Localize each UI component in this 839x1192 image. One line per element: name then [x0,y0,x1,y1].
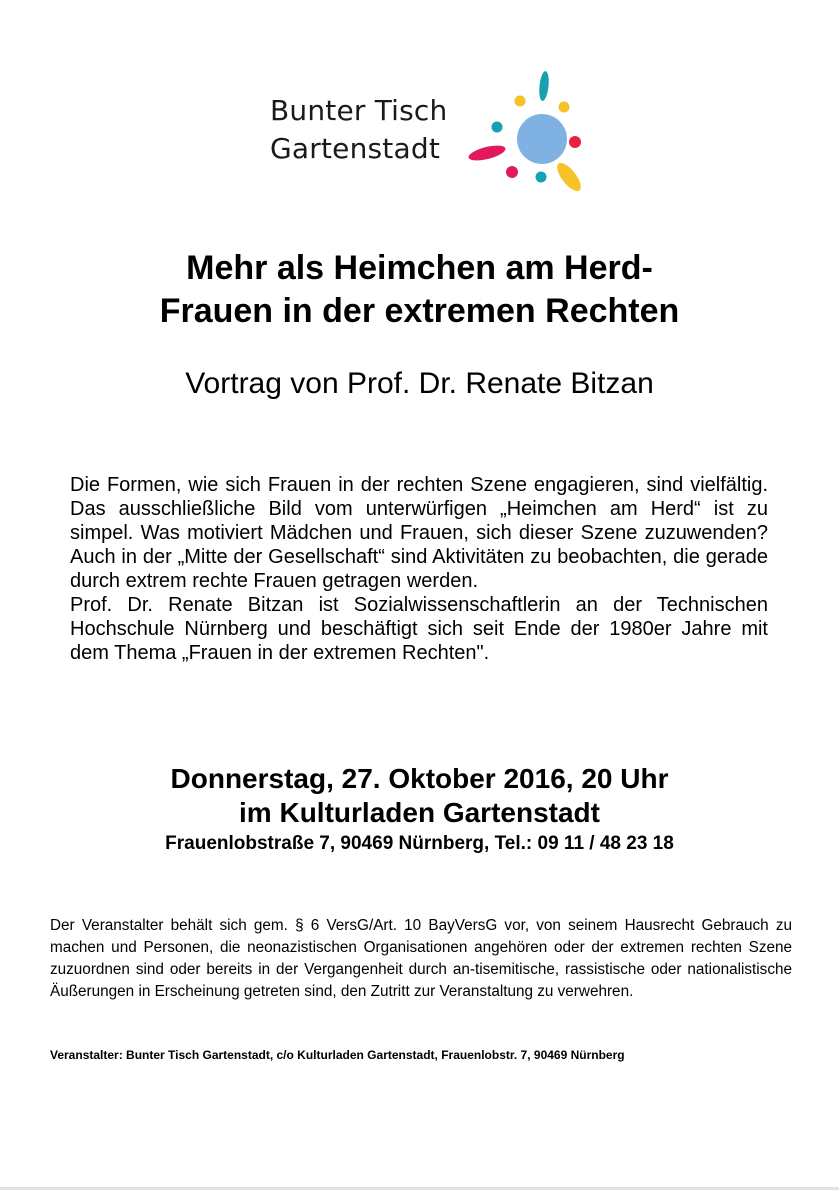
logo-dot-teal-left [492,122,503,133]
logo-dot-yellow-top-right [559,102,570,113]
legal-notice [50,915,792,1003]
logo-bottom-right-ray [553,159,585,194]
logo-dot-red-bottom [506,166,518,178]
event-details [0,762,839,857]
logo-line-2: Gartenstadt [270,132,440,165]
logo-dot-red-right [569,136,581,148]
logo-line-1: Bunter Tisch [270,94,448,127]
event-address: Frauenlobstraße 7, 90469 Nürnberg, Tel.: 09 11 / 48 23 18 [165,833,674,854]
description [70,473,768,665]
description-paragraph-2: Prof. Dr. Renate Bitzan ist Sozialwissenschaftlerin an der Technischen Hochschule Nürnberg und beschäftigt sich seit Ende der 1980er Jahre mit dem Thema „Frauen in der extremen Rechten". [70,594,768,664]
description-paragraph-1: Die Formen, wie sich Frauen in der rechten Szene engagieren, sind vielfältig. Das ausschließliche Bild vom unterwürfigen „Heimchen am Herd“ ist zu simpel. Was motiviert Mädchen und Frauen, sich dieser Szene zuzuwenden? Auch in der „Mitte der Gesellschaft“ sind Aktivitäten zu beobachten, die gerade durch extrem rechte Frauen getragen werden. [70,474,768,592]
title-line-2: Frauen in der extremen Rechten [159,292,680,330]
logo-sun-circle [517,114,567,164]
legal-notice-text: Der Veranstalter behält sich gem. § 6 VersG/Art. 10 BayVersG vor, von seinem Hausrecht Gebrauch zu machen und Personen, die neonazistischen Organisationen angehören oder der extremen rechten Szene zuzuordnen sind oder bereits in der Vergangenheit durch an-tisemitische, rassistische oder nationalistische Äußerungen in Erscheinung getreten sind, den Zutritt zur Veranstaltung zu verwehren. [50,917,792,1000]
logo-dot-teal-bottom [536,172,547,183]
logo-left-ray [467,143,507,164]
page-title [0,247,839,333]
logo-wordmark [270,92,447,168]
event-venue: im Kulturladen Gartenstadt [239,797,600,828]
organizer-line: Veranstalter: Bunter Tisch Gartenstadt, c/o Kulturladen Gartenstadt, Frauenlobstr. 7, 90469 Nürnberg [50,1048,625,1062]
logo-top-ray [538,71,550,102]
bottom-divider [0,1187,839,1190]
event-datetime: Donnerstag, 27. Oktober 2016, 20 Uhr [170,763,669,794]
title-line-1: Mehr als Heimchen am Herd- [186,249,653,287]
logo-dot-yellow-top-left [515,96,526,107]
lecture-subtitle: Vortrag von Prof. Dr. Renate Bitzan [185,367,654,400]
sun-logo-icon [462,64,587,199]
